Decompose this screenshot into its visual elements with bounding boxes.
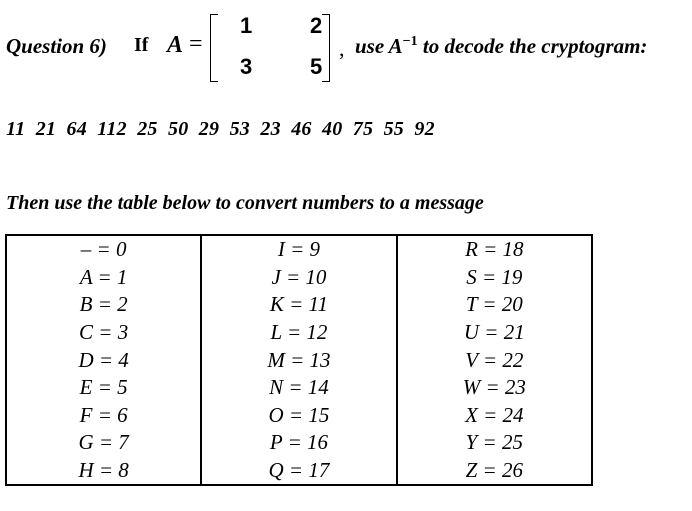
table-cell: V = 22 bbox=[397, 346, 592, 374]
table-cell: J = 10 bbox=[201, 264, 396, 292]
table-cell: S = 19 bbox=[397, 264, 592, 292]
table-row bbox=[6, 429, 592, 457]
table-cell: I = 9 bbox=[201, 235, 396, 264]
instruction-suffix: to decode the cryptogram: bbox=[417, 34, 648, 58]
table-row bbox=[6, 457, 592, 486]
matrix-name: A bbox=[167, 32, 184, 58]
instruction-prefix: use A bbox=[355, 34, 403, 58]
table-row bbox=[6, 235, 592, 264]
table-row bbox=[6, 374, 592, 402]
table-cell: F = 6 bbox=[6, 402, 201, 430]
table-cell: P = 16 bbox=[201, 429, 396, 457]
table-cell: E = 5 bbox=[6, 374, 201, 402]
table-cell: M = 13 bbox=[201, 346, 396, 374]
table-cell: C = 3 bbox=[6, 319, 201, 347]
equals-sign: = bbox=[189, 31, 203, 57]
table-cell: L = 12 bbox=[201, 319, 396, 347]
letter-code-table-body bbox=[6, 235, 592, 485]
table-row bbox=[6, 319, 592, 347]
table-cell: O = 15 bbox=[201, 402, 396, 430]
table-row bbox=[6, 264, 592, 292]
table-cell: U = 21 bbox=[397, 319, 592, 347]
question-comma: , bbox=[339, 36, 345, 61]
question-instruction bbox=[355, 34, 647, 59]
table-cell: T = 20 bbox=[397, 291, 592, 319]
table-cell: X = 24 bbox=[397, 402, 592, 430]
matrix-right-bracket bbox=[322, 14, 330, 82]
table-cell: K = 11 bbox=[201, 291, 396, 319]
matrix-cell-2-1: 3 bbox=[240, 54, 253, 79]
table-row bbox=[6, 291, 592, 319]
table-cell: A = 1 bbox=[6, 264, 201, 292]
table-row bbox=[6, 402, 592, 430]
table-cell: Y = 25 bbox=[397, 429, 592, 457]
table-cell: D = 4 bbox=[6, 346, 201, 374]
question-if: If bbox=[134, 34, 149, 56]
table-row bbox=[6, 346, 592, 374]
question-label: Question 6) bbox=[6, 34, 107, 58]
matrix-cell-1-1: 1 bbox=[240, 13, 253, 38]
table-instruction: Then use the table below to convert numbers to a message bbox=[6, 192, 484, 214]
cryptogram-numbers: 11 21 64 112 25 50 29 53 23 46 40 75 55 92 bbox=[6, 118, 435, 140]
matrix-left-bracket bbox=[210, 14, 218, 82]
matrix-cell-2-2: 5 bbox=[310, 54, 323, 79]
table-cell: G = 7 bbox=[6, 429, 201, 457]
table-cell: H = 8 bbox=[6, 457, 201, 486]
table-cell: R = 18 bbox=[397, 235, 592, 264]
table-cell: B = 2 bbox=[6, 291, 201, 319]
table-cell: Q = 17 bbox=[201, 457, 396, 486]
letter-code-table bbox=[5, 234, 593, 486]
matrix-cell-1-2: 2 bbox=[310, 13, 323, 38]
table-cell: N = 14 bbox=[201, 374, 396, 402]
table-cell: Z = 26 bbox=[397, 457, 592, 486]
inverse-exponent: −1 bbox=[402, 34, 418, 49]
table-cell: W = 23 bbox=[397, 374, 592, 402]
table-cell: – = 0 bbox=[6, 235, 201, 264]
